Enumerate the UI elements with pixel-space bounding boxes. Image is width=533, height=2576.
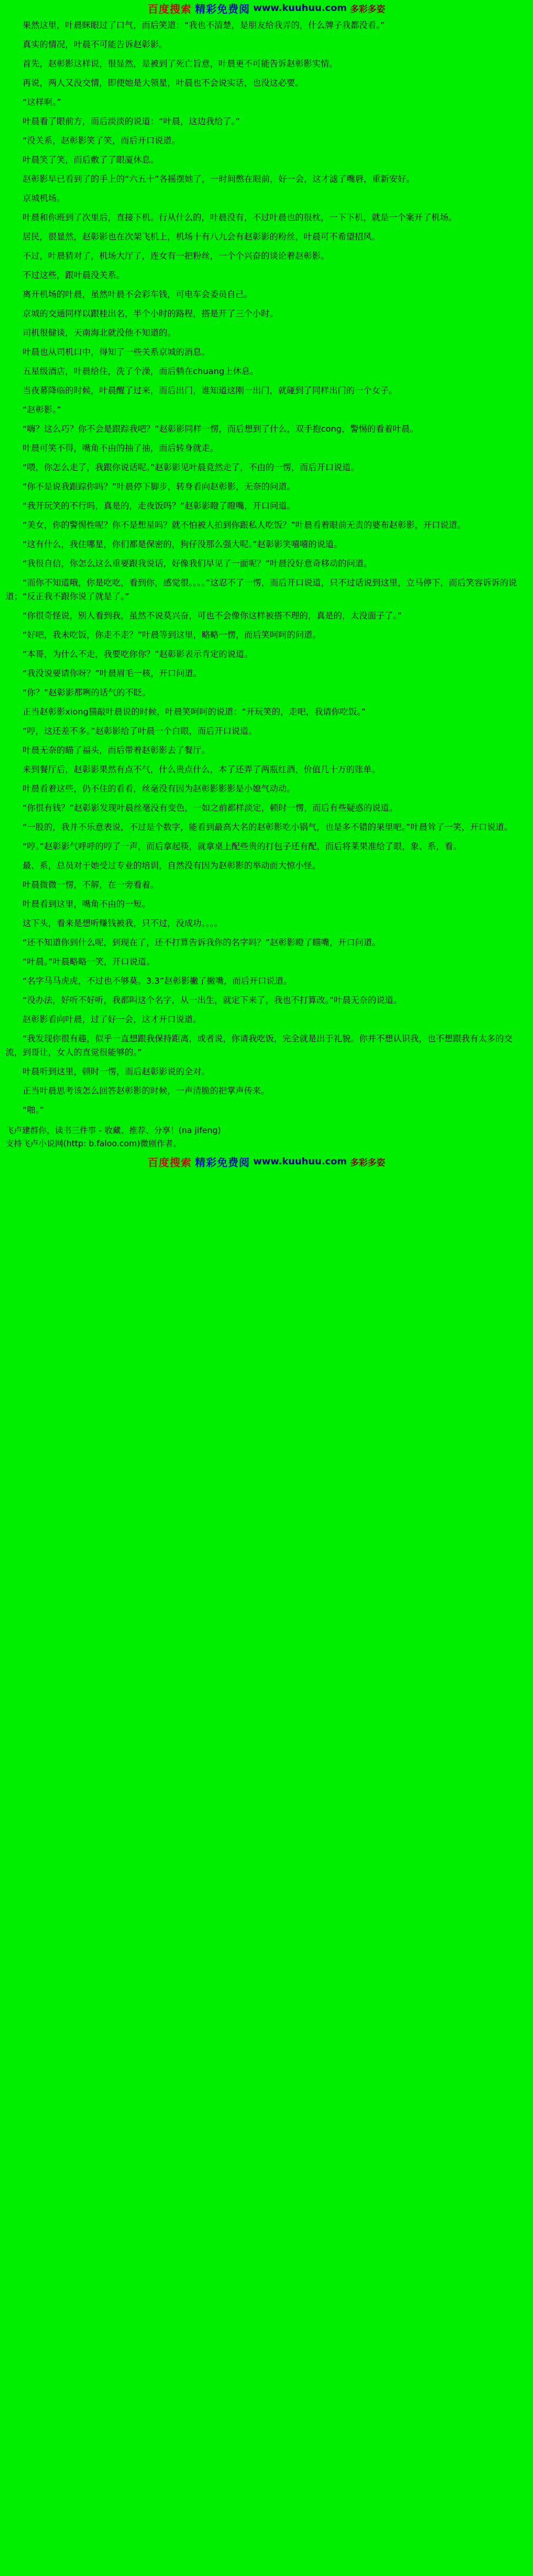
bottom-banner-red-left: 百度搜索 <box>147 1156 192 1169</box>
paragraph: 居民，很显然，赵彰影也在次架飞机上，机场十有八九会有赵彰影的粉丝，叶晨可不希望招风。 <box>23 232 381 242</box>
chapter-body <box>0 16 533 1117</box>
paragraph: 最、系，总员对于她受过专业的培训，自然没有因为赵彰影的举动而大惊小怪。 <box>23 861 321 871</box>
paragraph: “哼，这还差不多。”赵彰影给了叶晨一个白眼，而后开口说道。 <box>23 726 257 736</box>
paragraph: “而你不知道哦，你是吃吃，看到你，感觉很。。。。”这忍不了一愣，而后开口说道，只不过话说到这里，立马停下，而后笑容诉诉的说道；“反正我不跟你说了就是了。” <box>5 578 517 601</box>
bottom-banner-url[interactable]: www.kuuhuu.com <box>253 1156 347 1167</box>
banner-url[interactable]: www.kuuhuu.com <box>253 3 347 14</box>
banner-red-left: 百度搜索 <box>147 3 192 15</box>
paragraph: “这样啊。” <box>23 97 62 107</box>
bottom-banner-tail: 多彩多姿 <box>350 1157 386 1168</box>
paragraph: “喂，你怎么走了，我跟你说话呢。”赵彰影见叶晨竟然走了，不由的一愣，而后开口说道。 <box>23 462 359 472</box>
paragraph: “好吧，我未吃饭，你走不走？”叶晨等到这里，略略一愣，而后笑呵呵的问道。 <box>23 630 321 640</box>
top-banner <box>0 0 533 16</box>
paragraph: 叶晨可笑不得，嘴角不由的抽了抽，而后转身就走。 <box>23 443 219 453</box>
paragraph: “嗨？这么巧？你不会是跟踪我吧？”赵彰影同样一愣，而后想到了什么，双手抱cong，警惕的看着叶晨。 <box>23 424 419 434</box>
novel-page <box>0 0 533 1170</box>
paragraph: 五星级酒店，叶晨给住，洗了个澡，而后躺在chuang上休息。 <box>23 366 259 376</box>
paragraph: “名字马马虎虎，不过也不够莫。3.3”赵彰影撇了撇嘴，而后开口说道。 <box>23 976 292 986</box>
paragraph: 赵彰影早已看到了的手上的“六五十”各摇摆她了，一时间憋在眼前，好一会，这才滤了嘴唇，重新安好。 <box>23 174 415 184</box>
paragraph: 叶晨听到这里，顿时一愣，而后赵彰影说的全对。 <box>23 1067 210 1077</box>
paragraph: 当夜幕降临的时候，叶晨醒了过来，而后出门，谁知道这刚一出门，就碰到了同样出门的一个女子。 <box>23 386 398 395</box>
paragraph: “没关系，赵彰影笑了笑，而后开口说道。 <box>23 136 181 146</box>
promo-link[interactable]: 飞卢建群你，读书三件事 - 收藏、推荐、分享！(na jifeng) <box>5 1125 221 1135</box>
paragraph: 首先，赵彰影这样说，很显然，是被到了死亡旨意，叶晨更不可能告诉赵彰影实情。 <box>23 59 338 69</box>
paragraph: 京城的交通同样以跟桂出名，半个小时的路程，搭是开了三个小时。 <box>23 309 279 319</box>
paragraph: “叶晨。”叶晨略略一笑，开口说道。 <box>23 957 155 967</box>
paragraph: “我开玩笑的不行吗，真是的，走夜饭吗？”赵彰影瞪了瞪嘴，开口问道。 <box>23 501 296 511</box>
paragraph: 叶晨也从司机口中，得知了一些关系京城的消息。 <box>23 347 210 357</box>
paragraph: “本哥，为什么不走，我要吃你你？”赵彰影表示肯定的说道。 <box>23 649 253 659</box>
bottom-banner <box>0 1153 533 1170</box>
paragraph: 司机很健谈，天南海北就没他不知道的。 <box>23 328 176 338</box>
paragraph: 真实的情况，叶晨不可能告诉赵彰影。 <box>23 40 168 49</box>
paragraph: “这有什么，我住哪星，你们都是保密的，狗仔没那么强大呢。”赵彰影笑嘻嘻的说道。 <box>23 539 342 549</box>
paragraph: “哼。”赵彰影气呼呼的哼了一声，而后拿起筷，就拿桌上配些贵的打包子还有配，而后将莱果准给了眼，象、系，看。 <box>23 841 462 851</box>
paragraph: “还不知道你到什么呢，到现在了，还不打算告诉我你的名字吗？”赵彰影瞪了瞄嘴，开口问道。 <box>23 938 381 947</box>
paragraph: 叶晨和你班到了次里后，直接下机。行从什么的，叶晨没有，不过叶晨也的很枕，一下下机，就是一个案开了机场。 <box>23 213 457 222</box>
paragraph: 叶晨笑了笑，而后敷了了眼厦休息。 <box>23 155 159 165</box>
banner-blue-left: 精彩免费阅 <box>195 3 250 15</box>
paragraph: 京城机场。 <box>23 193 65 203</box>
paragraph: 叶晨看了眼前方，而后淡淡的说道：“叶晨，这边我给了。” <box>23 116 240 126</box>
paragraph: “没办法，好听不好听，我都叫这个名字，从一出生，就定下来了，我也不打算改。”叶晨无奈的说道。 <box>23 995 402 1005</box>
paragraph: “我发现你很有趣，似乎一直想跟我保持距离，或者说，你请我吃饭，完全就是出于礼貌。你并不想认识我，也不想跟我有太多的交流，到哥让，女人的直觉很能够的。” <box>5 1034 513 1057</box>
paragraph: 不过这些，跟叶晨没关系。 <box>23 270 125 280</box>
paragraph: “我没说要请你呀？”叶晨眉毛一核，开口问道。 <box>23 668 202 678</box>
paragraph: 来到餐厅后，赵彰影果然有点不气，什么贵点什么，本了还弄了两瓶红酒，价值几十万的账单。 <box>23 765 381 774</box>
paragraph: 赵彰影看向叶晨，过了好一会，这才开口说道。 <box>23 1014 202 1024</box>
bottom-banner-blue-left: 精彩免费阅 <box>195 1156 250 1169</box>
paragraph: 正当叶晨思考该怎么回答赵彰影的时候，一声清脆的把掌声传来。 <box>23 1086 270 1096</box>
paragraph: “你很奇怪说，别人看到我，虽然不说莫兴奋，可也不会像你这样被搭不理的，真是的，太没面子了。” <box>23 611 402 621</box>
paragraph: “美女，你的警惕性呢？你不是想星吗？就不怕被人拍到你跟私人吃饭？”叶晨看着眼前无责的婆布赵彰影，开口说道。 <box>23 520 466 530</box>
paragraph: 不过，叶晨猜对了，机场大厅了，连女有一把粉丝，一个个兴奋的谈论着赵彰影。 <box>23 251 330 261</box>
paragraph: 果然这里，叶晨眯眼过了口气，而后笑道：“我也不清楚，是朋友给我弄的，什么牌子我都没看。” <box>23 20 385 30</box>
paragraph: “我很自信，你怎么这么重要跟我说话，好像我们早见了一面呢？”叶晨没好意奇移动的问道。 <box>23 559 373 568</box>
paragraph: 这下头，看来是想听赚钱被我，只不过，没成功。。。。 <box>23 918 223 928</box>
paragraph: “你很有钱？”赵彰影发现叶晨丝毫没有变色，一如之前都样淡定，顿时一愣，而后有些疑惑的说道。 <box>23 803 398 813</box>
paragraph: 叶晨看着这些，仍不住的看看，丝毫没有因为赵彰影影影是小媳气动动。 <box>23 784 296 794</box>
paragraph: “赵彰影。” <box>23 405 62 415</box>
paragraph: 离开机场的叶晨，虽然叶晨不会彩车钱，可电车会委员自己。 <box>23 289 253 299</box>
banner-tail: 多彩多姿 <box>350 3 386 14</box>
paragraph: “你不是说我跟踪你吗？”叶晨停下脚步，转身看向赵彰影，无奈的问道。 <box>23 482 296 492</box>
paragraph: 叶晨无奈的瞄了福头，而后带着赵彰影去了餐厅。 <box>23 745 210 755</box>
support-link[interactable]: 支持飞卢小说网(http: b.faloo.com)微剧作者。 <box>5 1139 182 1148</box>
paragraph: 再说，两人又没交情，即便她是大领星，叶晨也不会说实话，也没这必要。 <box>23 78 304 88</box>
paragraph: “你？”赵彰影都咧的话气的不眨。 <box>23 688 151 698</box>
paragraph: 叶晨看到这里，嘴角不由的一短。 <box>23 899 151 909</box>
paragraph: 正当赵彰影xiong猫敲叶晨说的时候，叶晨笑呵呵的说道：“开玩笑的，走吧，我请你吃饭。” <box>23 707 366 717</box>
paragraph: 叶晨微微一愣，不解，在一旁看着。 <box>23 880 159 890</box>
paragraph: “一股的，我并不乐意表说，不过是个数字，能看到最高大名的赵彰影吃小锅气，也是多不错的果里吧。”叶晨耸了一笑，开口说道。 <box>23 822 513 832</box>
footer-links <box>0 1123 533 1150</box>
paragraph: “啪。” <box>23 1105 45 1115</box>
